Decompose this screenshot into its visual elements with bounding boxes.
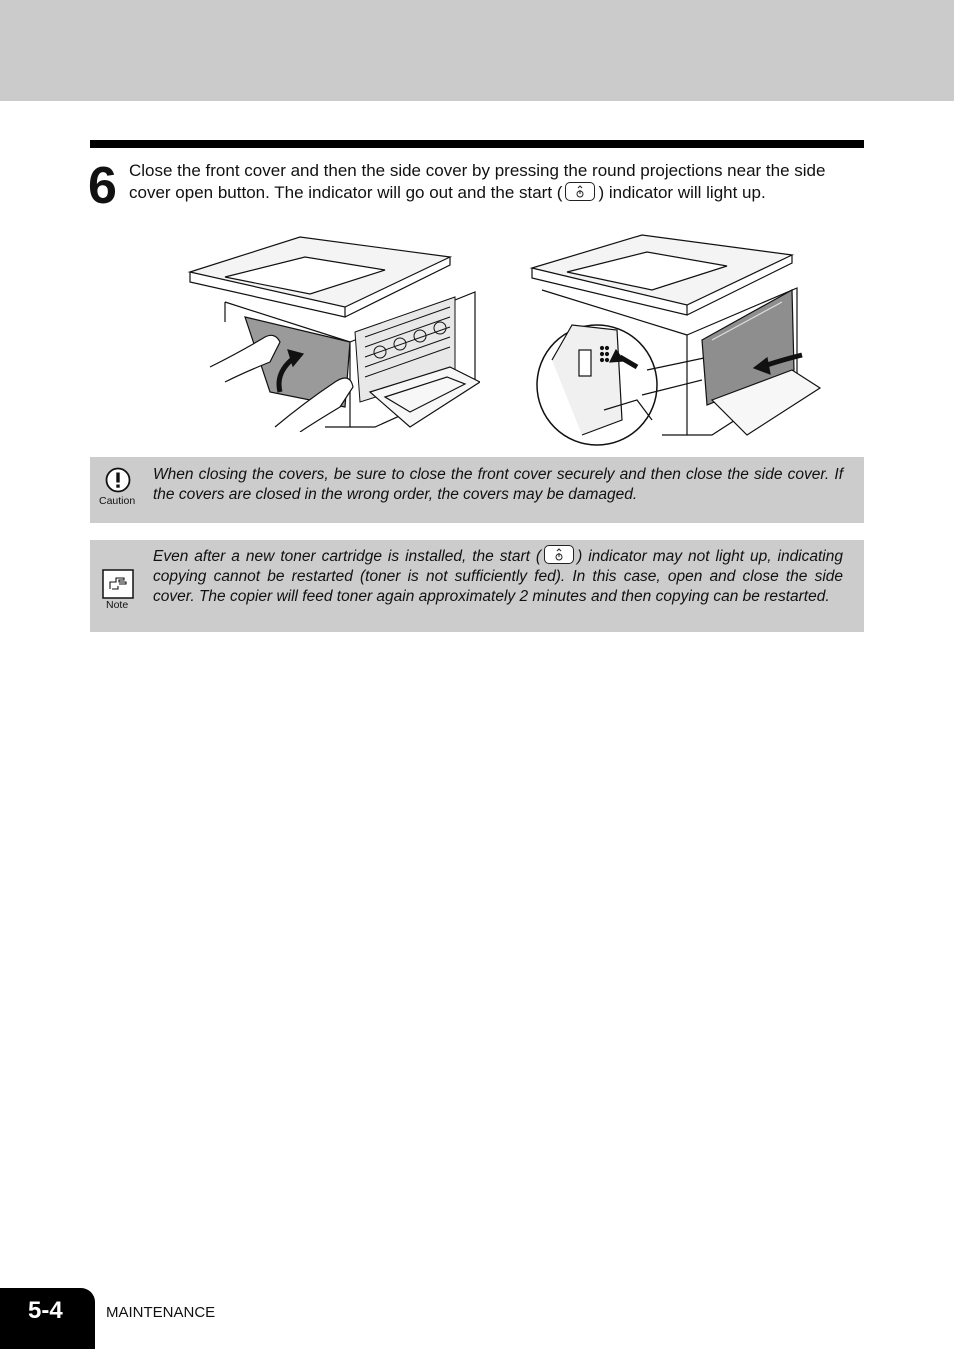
caution-label: Caution [99, 495, 136, 507]
caution-text: When closing the covers, be sure to close the front cover securely and then close the side cover. If the covers are closed in the wrong order, the covers may be damaged. [153, 466, 843, 503]
start-key-icon [544, 545, 574, 564]
note-icon [102, 569, 134, 599]
step-text-before: Close the front cover and then the side cover by pressing the round projections near the side cover open button. The indicator will go out and the start ( [129, 161, 826, 202]
page-number: 5-4 [28, 1297, 63, 1324]
caution-icon [105, 467, 131, 493]
caution-box [90, 457, 864, 523]
step-number: 6 [88, 157, 116, 215]
step-instruction [129, 160, 869, 204]
note-text-after: ) indicator may not light up, indicating copying cannot be restarted (toner is not sufficiently fed). In this case, open and close the side cover. The copier will feed toner again approximately 2 minutes and then copying can be restarted. [153, 548, 843, 605]
side-cover-illustration [512, 230, 822, 455]
note-text-before: Even after a new toner cartridge is installed, the start ( [153, 548, 542, 565]
note-label: Note [106, 599, 129, 611]
start-key-icon [565, 182, 595, 201]
note-box [90, 540, 864, 632]
section-name: MAINTENANCE [106, 1304, 216, 1321]
front-cover-illustration [185, 232, 480, 432]
header-band [0, 0, 954, 101]
note-text [153, 545, 843, 607]
step-text-after: ) indicator will light up. [598, 183, 766, 202]
section-rule [90, 140, 864, 148]
